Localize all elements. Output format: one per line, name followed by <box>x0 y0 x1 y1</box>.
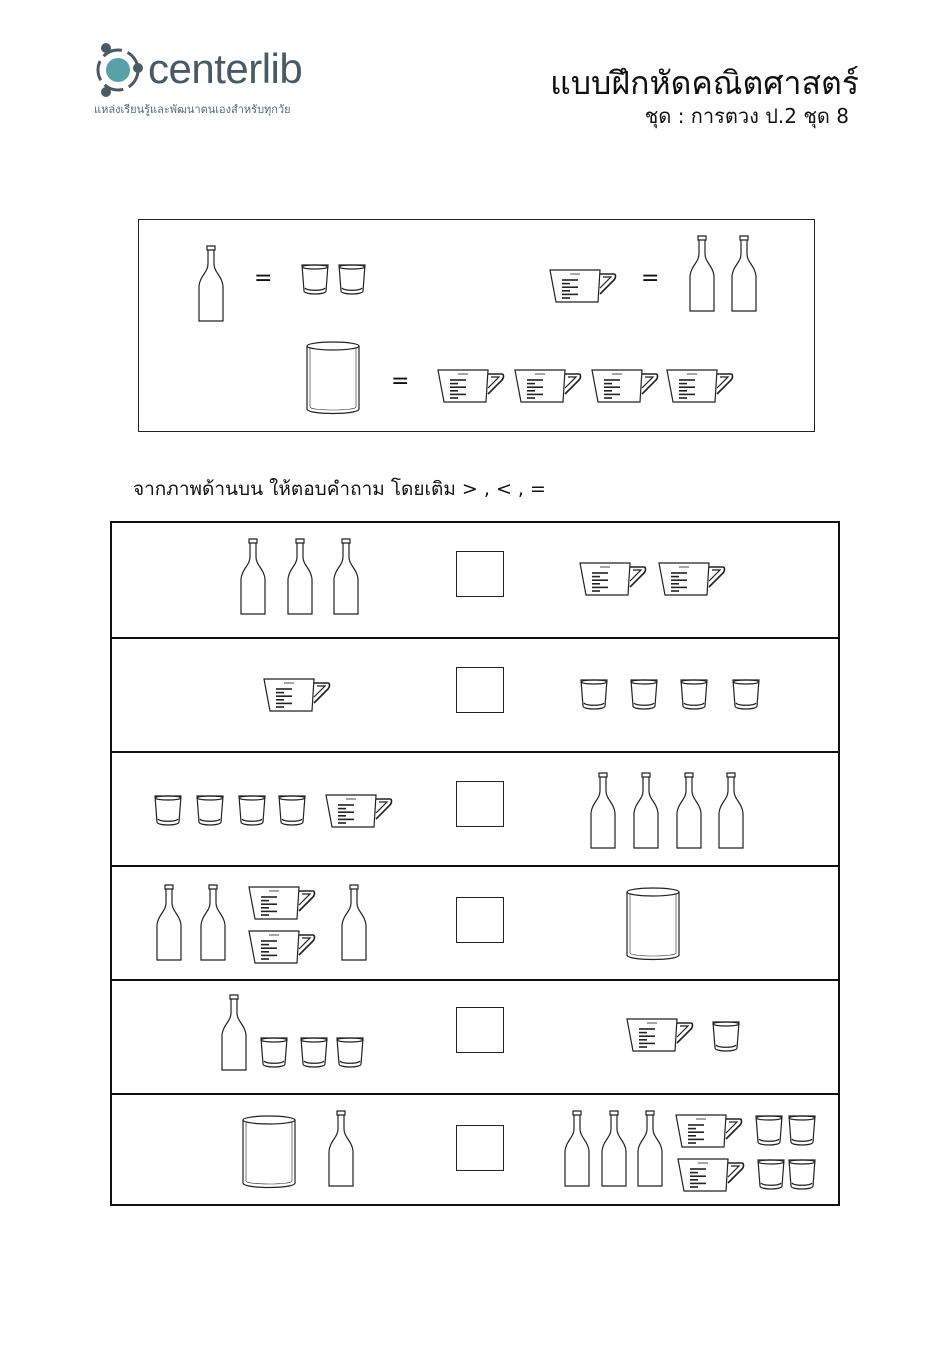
glass-icon <box>339 265 365 294</box>
glass-icon <box>713 1022 739 1051</box>
measuring-cup-icon <box>678 1159 744 1191</box>
glass-icon <box>756 1116 782 1145</box>
measuring-cup-icon <box>249 887 315 919</box>
question-table <box>110 521 840 1206</box>
conversion-key-drawing <box>139 220 816 433</box>
bottle-icon <box>157 885 181 960</box>
bottle-icon <box>329 1111 353 1186</box>
conversion-key-box <box>138 219 815 432</box>
glass-icon <box>261 1038 287 1067</box>
glass-icon <box>197 796 223 825</box>
bottle-icon <box>638 1111 662 1186</box>
bottle-icon <box>634 773 658 848</box>
glass-icon <box>581 680 607 709</box>
instruction-text: จากภาพด้านบน ให้ตอบคำถาม โดยเติม > , < , = <box>133 478 546 500</box>
bottle-icon <box>288 539 312 614</box>
question-row-2 <box>112 637 838 751</box>
question-row-3 <box>112 751 838 865</box>
bottle-icon <box>602 1111 626 1186</box>
measuring-cup-icon <box>627 1019 693 1051</box>
measuring-cup-icon <box>676 1115 742 1147</box>
glass-icon <box>301 1038 327 1067</box>
bottle-icon <box>241 539 265 614</box>
bottle-icon <box>201 885 225 960</box>
answer-box-1[interactable] <box>456 551 504 597</box>
key-equals-1: = <box>254 266 273 291</box>
measuring-cup-icon <box>659 563 725 595</box>
page-title: แบบฝึกหัดคณิตศาสตร์ <box>550 64 859 102</box>
question-row-1 <box>112 523 838 637</box>
bottle-icon <box>222 995 246 1070</box>
bottle-icon <box>565 1111 589 1186</box>
glass-icon <box>733 680 759 709</box>
question-row-6 <box>112 1093 838 1207</box>
page-subtitle: ชุด : การตวง ป.2 ชุด 8 <box>644 104 849 128</box>
measuring-cup-icon <box>249 931 315 963</box>
bucket-icon <box>307 342 359 414</box>
bottle-icon <box>690 236 714 311</box>
logo-tagline: แหล่งเรียนรู้และพัฒนาตนเองสำหรับทุกวัย <box>94 103 291 116</box>
measuring-cup-icon <box>667 370 733 402</box>
glass-icon <box>789 1160 815 1189</box>
measuring-cup-icon <box>326 795 392 827</box>
glass-icon <box>302 265 328 294</box>
bottle-icon <box>677 773 701 848</box>
glass-icon <box>279 796 305 825</box>
logo-text: centerlib <box>148 45 303 92</box>
key-equals-2: = <box>641 266 660 291</box>
bottle-icon <box>719 773 743 848</box>
measuring-cup-icon <box>515 370 581 402</box>
centerlib-logo <box>92 42 342 122</box>
answer-box-6[interactable] <box>456 1125 504 1171</box>
question-row-5 <box>112 979 838 1093</box>
measuring-cup-icon <box>438 370 504 402</box>
glass-icon <box>337 1038 363 1067</box>
answer-box-4[interactable] <box>456 897 504 943</box>
measuring-cup-icon <box>550 270 616 302</box>
glass-icon <box>789 1116 815 1145</box>
measuring-cup-icon <box>264 679 330 711</box>
bucket-icon <box>627 888 679 960</box>
logo-mark-icon <box>92 42 144 98</box>
bottle-icon <box>334 539 358 614</box>
glass-icon <box>681 680 707 709</box>
answer-box-2[interactable] <box>456 667 504 713</box>
glass-icon <box>155 796 181 825</box>
glass-icon <box>239 796 265 825</box>
bottle-icon <box>732 236 756 311</box>
measuring-cup-icon <box>580 563 646 595</box>
answer-box-5[interactable] <box>456 1007 504 1053</box>
bottle-icon <box>591 773 615 848</box>
answer-box-3[interactable] <box>456 781 504 827</box>
glass-icon <box>758 1160 784 1189</box>
question-row-4 <box>112 865 838 979</box>
bottle-icon <box>199 246 223 321</box>
measuring-cup-icon <box>592 370 658 402</box>
glass-icon <box>631 680 657 709</box>
bucket-icon <box>243 1116 295 1188</box>
key-equals-3: = <box>391 369 410 394</box>
bottle-icon <box>342 885 366 960</box>
